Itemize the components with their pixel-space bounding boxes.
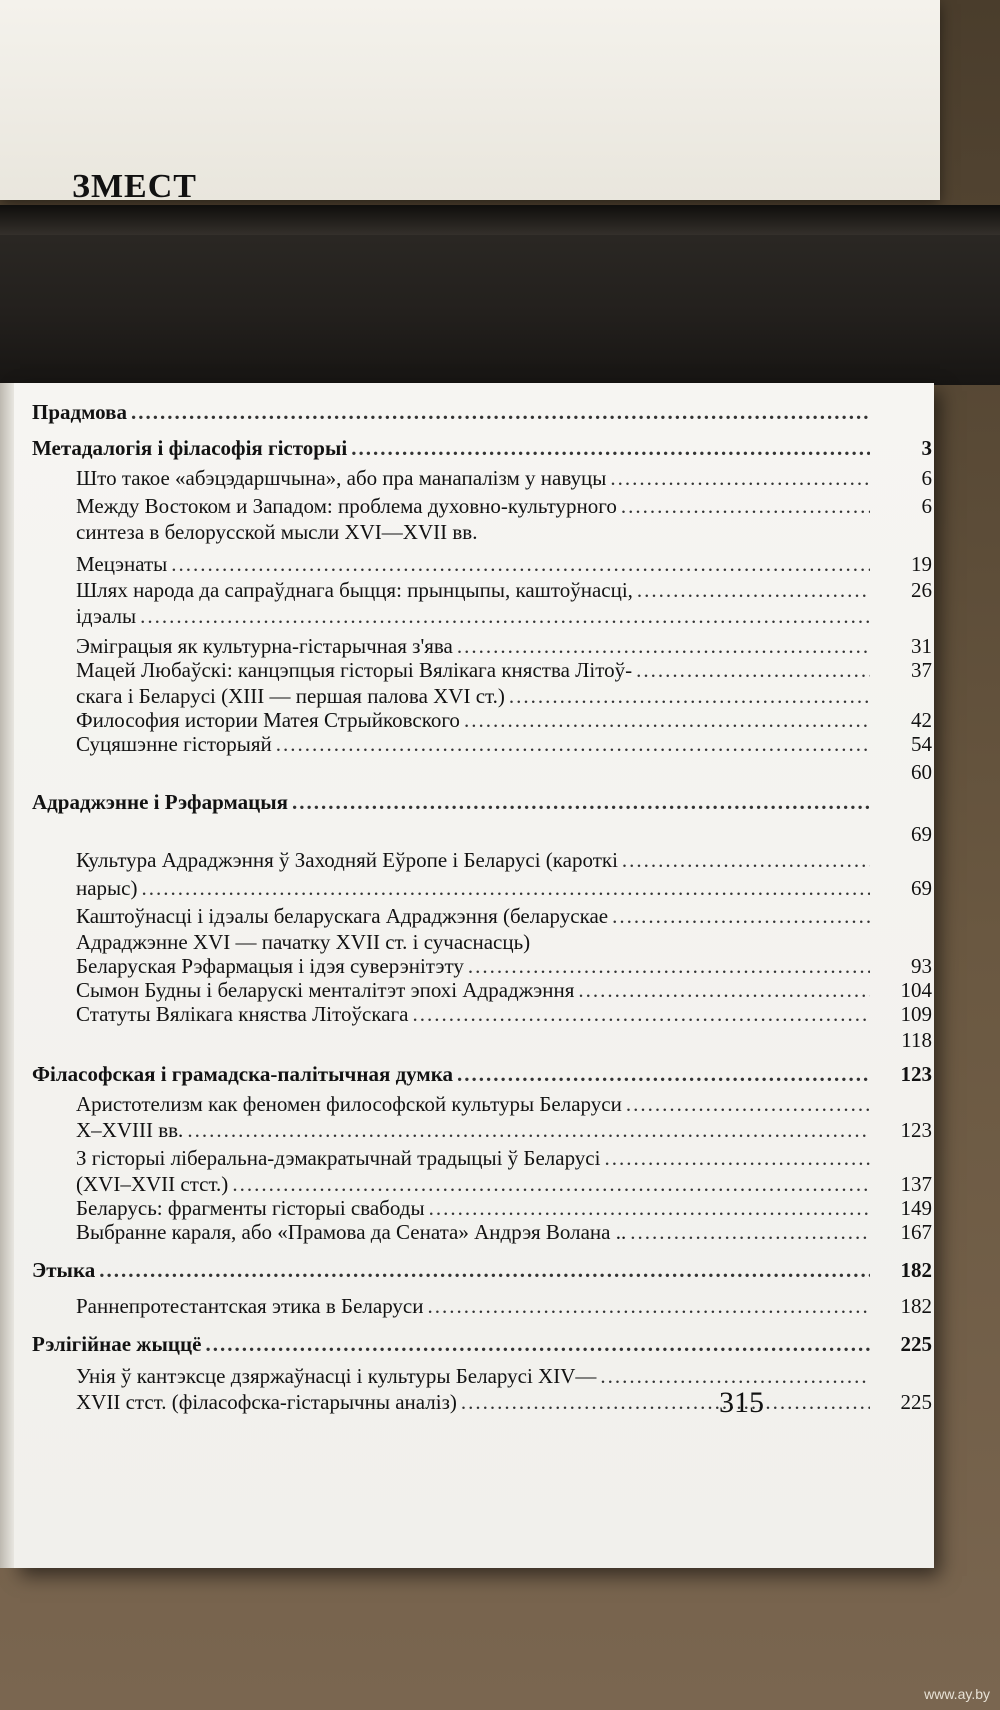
toc-title: Между Востоком и Западом: проблема духовно-культурного	[76, 494, 617, 518]
toc-page-number: 19	[911, 552, 932, 576]
dot-leader	[140, 603, 870, 629]
toc-entry-continuation: Адраджэнне XVI — пачатку XVII ст. і сучаснасць)	[76, 930, 531, 954]
toc-title: X–XVIII вв.	[76, 1118, 184, 1142]
toc-page-number: 93	[911, 954, 932, 978]
watermark: www.ay.by	[924, 1686, 990, 1702]
toc-page-number: 26	[911, 578, 932, 602]
toc-entry	[32, 1389, 932, 1415]
dot-leader	[461, 1389, 870, 1415]
previous-page	[0, 0, 940, 205]
contents-page	[14, 383, 934, 1568]
dot-leader	[637, 577, 870, 603]
page-number: 315	[719, 1386, 764, 1419]
toc-page-number: 60	[911, 760, 932, 784]
toc-page-number: 182	[900, 1258, 932, 1282]
toc-entry-continuation: синтеза в белорусской мысли XVI—XVII вв.	[76, 520, 478, 544]
toc-title: Унія ў кантэксце дзяржаўнасці і культуры Беларусі XIV—	[76, 1364, 597, 1388]
toc-title: Філасофская і грамадска-палітычная думка	[32, 1062, 453, 1086]
toc-title: Эміграцыя як культурна-гістарычная з'ява	[76, 634, 453, 658]
toc-page-number: 69	[911, 822, 932, 846]
toc-entry	[32, 1087, 932, 1117]
ruler-edge	[0, 205, 1000, 235]
dot-leader	[626, 1091, 870, 1117]
toc-page-number: 182	[900, 1294, 932, 1318]
toc-page-number: 104	[900, 978, 932, 1002]
dot-leader	[205, 1331, 870, 1357]
table-of-contents	[32, 393, 932, 1415]
toc-page-number: 149	[900, 1196, 932, 1220]
toc-entry	[32, 901, 932, 929]
toc-title: Аристотелизм как феномен философской культуры Беларуси	[76, 1092, 622, 1116]
toc-page-number: 54	[911, 732, 932, 756]
toc-entry	[32, 1117, 932, 1143]
toc-page-number: 6	[921, 494, 932, 518]
toc-page-number: 225	[900, 1332, 932, 1356]
toc-page-number: 167	[900, 1220, 932, 1244]
toc-page-number: 37	[911, 658, 932, 682]
dot-leader	[636, 657, 870, 683]
toc-page-number: 109	[900, 1002, 932, 1026]
toc-section	[32, 425, 932, 461]
toc-page-only	[32, 757, 932, 785]
toc-entry	[32, 873, 932, 901]
dot-leader	[604, 1145, 870, 1171]
toc-title: Мацей Любаўскі: канцэпцыя гісторыі Вялікага княства Літоў-	[76, 658, 633, 682]
toc-title: З гісторыі ліберальна-дэмакратычнай традыцыі ў Беларусі	[76, 1146, 601, 1170]
dot-leader	[171, 551, 870, 577]
dot-leader	[509, 683, 870, 709]
dot-leader	[630, 1219, 870, 1245]
toc-entry	[32, 1357, 932, 1389]
toc-title: нарыс)	[76, 876, 138, 900]
toc-page-only	[32, 1027, 932, 1053]
toc-entry	[32, 709, 932, 733]
dot-leader	[187, 1117, 870, 1143]
toc-title: XVII стст. (філасофска-гістарычны аналіз)	[76, 1390, 457, 1414]
toc-title: Шлях народа да сапраўднага быцця: прынцыпы, каштоўнасці,	[76, 578, 633, 602]
toc-title: (XVI–XVII стст.)	[76, 1172, 229, 1196]
toc-title: Беларуская Рэфармацыя і ідэя суверэнітэту	[76, 954, 464, 978]
toc-title: Мецэнаты	[76, 552, 168, 576]
toc-page-number: 6	[921, 466, 932, 490]
toc-page-number: 123	[900, 1118, 932, 1142]
contents-heading: ЗМЕСТ	[72, 168, 197, 205]
toc-title: Прадмова	[32, 400, 127, 424]
dot-leader	[464, 707, 870, 733]
toc-title: скага і Беларусі (XIII — першая палова XVI ст.)	[76, 684, 505, 708]
toc-entry	[32, 577, 932, 603]
toc-entry	[32, 1143, 932, 1171]
toc-section	[32, 1319, 932, 1357]
dot-leader	[457, 1061, 870, 1087]
toc-entry	[32, 603, 932, 629]
toc-title: Адраджэнне і Рэфармацыя	[32, 790, 288, 814]
dot-leader	[276, 731, 870, 757]
toc-title: Беларусь: фрагменты гісторыі свабоды	[76, 1196, 425, 1220]
toc-page-number: 225	[900, 1390, 932, 1414]
dot-leader	[578, 977, 870, 1003]
dot-leader	[610, 465, 870, 491]
dot-leader	[141, 875, 870, 901]
toc-entry	[32, 1283, 932, 1319]
dot-leader	[457, 633, 870, 659]
toc-entry	[32, 847, 932, 873]
toc-page-only	[32, 815, 932, 847]
toc-title: Рэлігійнае жыццё	[32, 1332, 202, 1356]
dot-leader	[351, 435, 870, 461]
toc-page-number: 69	[911, 876, 932, 900]
toc-page-number: 31	[911, 634, 932, 658]
toc-entry	[32, 733, 932, 757]
toc-title: Выбранне караля, або «Прамова да Сената» Андрэя Волана ..	[76, 1220, 627, 1244]
toc-entry	[32, 461, 932, 491]
toc-title: Статуты Вялікага княства Літоўскага	[76, 1002, 409, 1026]
toc-entry	[32, 683, 932, 709]
dot-leader	[131, 399, 870, 425]
toc-section	[32, 1053, 932, 1087]
toc-title: Культура Адраджэння ў Заходняй Еўропе і Беларусі (кароткі	[76, 848, 618, 872]
toc-entry	[32, 1221, 932, 1245]
toc-entry	[32, 629, 932, 659]
dot-leader	[622, 847, 870, 873]
toc-section	[32, 785, 932, 815]
toc-page-number: 123	[900, 1062, 932, 1086]
toc-title: Раннепротестантская этика в Беларуси	[76, 1294, 424, 1318]
toc-page-number: 118	[901, 1028, 932, 1052]
toc-title: Этыка	[32, 1258, 96, 1282]
dot-leader	[621, 493, 870, 519]
toc-page-number: 137	[900, 1172, 932, 1196]
toc-entry	[32, 955, 932, 979]
toc-entry	[32, 543, 932, 577]
toc-title: ідэалы	[76, 604, 137, 628]
toc-entry	[32, 659, 932, 683]
toc-title: Метадалогія і філасофія гісторыі	[32, 436, 348, 460]
dot-leader	[232, 1171, 870, 1197]
toc-title: Сымон Будны і беларускі менталітэт эпохі Адраджэння	[76, 978, 575, 1002]
toc-entry	[32, 1197, 932, 1221]
dot-leader	[429, 1195, 870, 1221]
toc-section	[32, 393, 932, 425]
toc-title: Философия истории Матея Стрыйковского	[76, 708, 460, 732]
toc-title: Суцяшэнне гісторыяй	[76, 732, 272, 756]
toc-section	[32, 1245, 932, 1283]
toc-entry	[32, 979, 932, 1003]
toc-page-number: 3	[921, 436, 932, 460]
dot-leader	[612, 903, 870, 929]
toc-title: Што такое «абэцэдаршчына», або пра манапалізм у навуцы	[76, 466, 607, 490]
dot-leader	[427, 1293, 870, 1319]
toc-entry	[32, 1171, 932, 1197]
dot-leader	[413, 1001, 871, 1027]
dot-leader	[99, 1257, 870, 1283]
toc-entry	[32, 491, 932, 519]
toc-entry	[32, 1003, 932, 1027]
dot-leader	[292, 789, 870, 815]
dot-leader	[468, 953, 870, 979]
toc-title: Каштоўнасці і ідэалы беларускага Адраджэння (беларускае	[76, 904, 609, 928]
toc-page-number: 42	[911, 708, 932, 732]
